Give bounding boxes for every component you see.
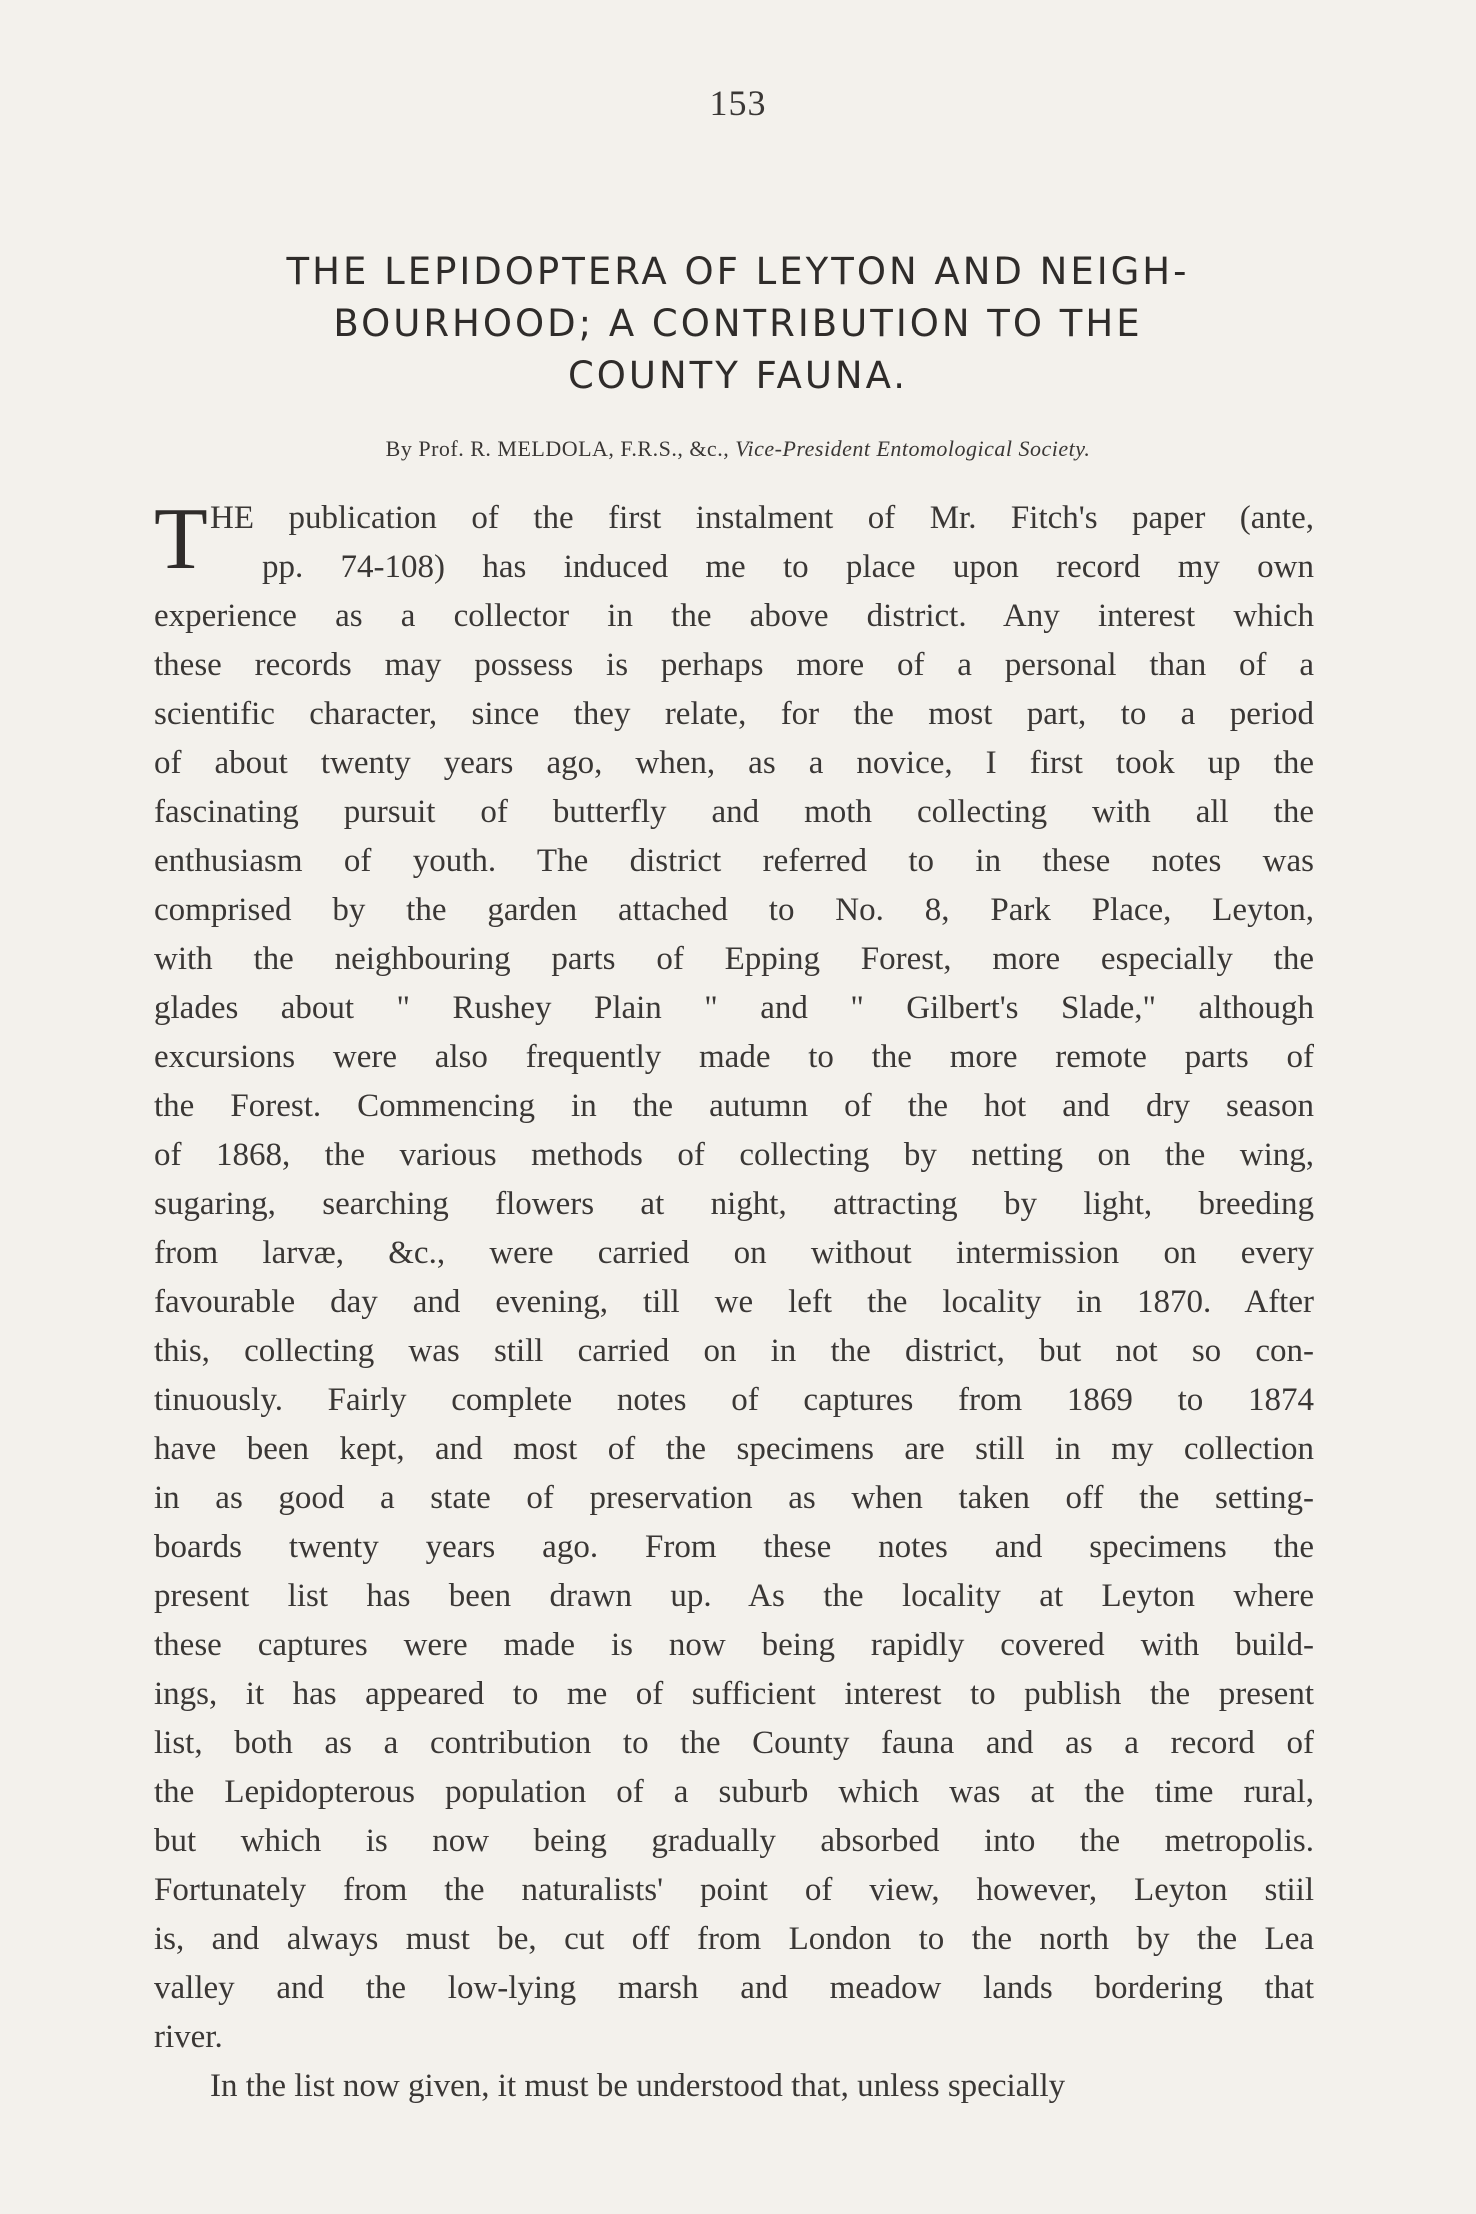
text-line: sugaring, searching flowers at night, attracting by light, breeding — [154, 1186, 1314, 1222]
text-line: comprised by the garden attached to No. 8, Park Place, Leyton, — [154, 892, 1314, 928]
text-line: boards twenty years ago. From these notes and specimens the — [154, 1529, 1314, 1565]
text-line: in as good a state of preservation as when taken off the setting- — [154, 1480, 1314, 1516]
text-line: glades about " Rushey Plain " and " Gilbert's Slade," although — [154, 990, 1314, 1026]
text-line: of about twenty years ago, when, as a novice, I first took up the — [154, 745, 1314, 781]
text-line: is, and always must be, cut off from London to the north by the Lea — [154, 1921, 1314, 1957]
text-line: list, both as a contribution to the County fauna and as a record of — [154, 1725, 1314, 1761]
text-line: fascinating pursuit of butterfly and moth collecting with all the — [154, 794, 1314, 830]
drop-cap: T — [154, 491, 208, 588]
title-line-3: COUNTY FAUNA. — [567, 354, 909, 397]
text-line: this, collecting was still carried on in the district, but not so con- — [154, 1333, 1314, 1369]
text-line: the Lepidopterous population of a suburb which was at the time rural, — [154, 1774, 1314, 1810]
text-line: valley and the low-lying marsh and meadow lands bordering that — [154, 1970, 1314, 2006]
text-line: from larvæ, &c., were carried on without intermission on every — [154, 1235, 1314, 1271]
byline-role: Vice-President Entomological Society. — [735, 436, 1091, 461]
text-line: Fortunately from the naturalists' point of view, however, Leyton stiil — [154, 1872, 1314, 1908]
text-line: ings, it has appeared to me of sufficient interest to publish the present — [154, 1676, 1314, 1712]
text-line: have been kept, and most of the specimens are still in my collection — [154, 1431, 1314, 1467]
text-line: tinuously. Fairly complete notes of captures from 1869 to 1874 — [154, 1382, 1314, 1418]
title-line-2: BOURHOOD; A CONTRIBUTION TO THE — [333, 302, 1143, 345]
byline-author: By Prof. R. MELDOLA, F.R.S., &c., — [385, 436, 736, 461]
text-line: HE publication of the first instalment of Mr. Fitch's paper (ante, — [210, 500, 1314, 536]
text-line: enthusiasm of youth. The district referred to in these notes was — [154, 843, 1314, 879]
text-line: pp. 74-108) has induced me to place upon record my own — [262, 549, 1314, 585]
text-line: these records may possess is perhaps more of a personal than of a — [154, 647, 1314, 683]
text-line: scientific character, since they relate, for the most part, to a period — [154, 696, 1314, 732]
text-line: river. — [154, 2019, 223, 2055]
text-line: experience as a collector in the above district. Any interest which — [154, 598, 1314, 634]
article-title — [150, 246, 1326, 402]
text-line: excursions were also frequently made to the more remote parts of — [154, 1039, 1314, 1075]
text-line: In the list now given, it must be understood that, unless specially — [210, 2068, 1066, 2104]
text-line: favourable day and evening, till we left the locality in 1870. After — [154, 1284, 1314, 1320]
text-line: present list has been drawn up. As the locality at Leyton where — [154, 1578, 1314, 1614]
article-body — [154, 491, 1314, 2111]
text-line: but which is now being gradually absorbed into the metropolis. — [154, 1823, 1314, 1859]
text-line: with the neighbouring parts of Epping Forest, more especially the — [154, 941, 1314, 977]
text-line: of 1868, the various methods of collecting by netting on the wing, — [154, 1137, 1314, 1173]
byline — [0, 436, 1476, 462]
text-line: these captures were made is now being rapidly covered with build- — [154, 1627, 1314, 1663]
text-line: the Forest. Commencing in the autumn of the hot and dry season — [154, 1088, 1314, 1124]
opening-paragraph — [154, 491, 1314, 2062]
title-line-1: THE LEPIDOPTERA OF LEYTON AND NEIGH- — [286, 250, 1190, 293]
page-number: 153 — [709, 83, 767, 123]
